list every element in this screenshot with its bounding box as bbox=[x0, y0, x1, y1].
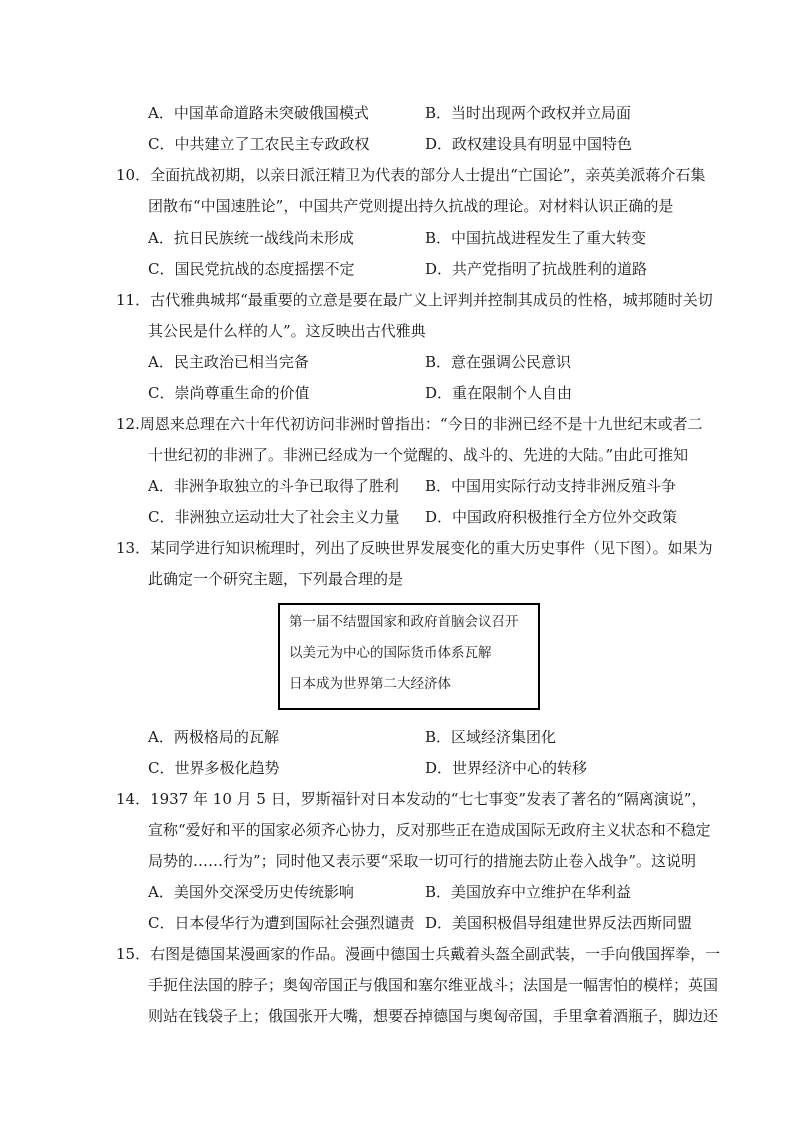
q11-option-a: A．民主政治已相当完备 bbox=[148, 353, 309, 371]
q14-stem-line-3: 局势的……行为”；同时他又表示要“采取一切可行的措施去防止卷入战争”。这说明 bbox=[148, 852, 697, 870]
q14-stem-line-2: 宣称“爱好和平的国家必须齐心协力，反对那些正在造成国际无政府主义状态和不稳定 bbox=[148, 821, 711, 839]
q12-option-a: A．非洲争取独立的斗争已取得了胜利 bbox=[148, 477, 399, 495]
q15-stem-line-3: 则站在钱袋子上；俄国张开大嘴，想要吞掉德国与奥匈帝国，手里拿着酒瓶子，脚边还 bbox=[148, 1007, 719, 1025]
q10-option-a: A．抗日民族统一战线尚未形成 bbox=[148, 229, 354, 247]
q10-option-c: C．国民党抗战的态度摇摆不定 bbox=[148, 260, 355, 278]
q14-option-b: B．美国放弃中立维护在华利益 bbox=[425, 883, 632, 901]
q14-option-d: D．美国积极倡导组建世界反法西斯同盟 bbox=[425, 914, 693, 932]
q14-option-a: A．美国外交深受历史传统影响 bbox=[148, 883, 354, 901]
q14-stem-line-1: 14．1937 年 10 月 5 日，罗斯福针对日本发动的“七七事变”发表了著名的“隔离演说”， bbox=[116, 790, 707, 808]
q10-option-d: D．共产党指明了抗战胜利的道路 bbox=[425, 260, 648, 278]
q13-option-d: D．世界经济中心的转移 bbox=[425, 759, 588, 777]
event-item: 第一届不结盟国家和政府首脑会议召开 bbox=[289, 614, 519, 630]
q12-option-d: D．中国政府积极推行全方位外交政策 bbox=[425, 508, 678, 526]
q10-stem-line-1: 10．全面抗战初期，以亲日派汪精卫为代表的部分人士提出“亡国论”，亲英美派蒋介石集 bbox=[116, 166, 706, 184]
q11-stem-line-2: 其公民是什么样的人”。这反映出古代雅典 bbox=[148, 322, 426, 340]
q12-option-b: B．中国用实际行动支持非洲反殖斗争 bbox=[425, 477, 677, 495]
q12-stem-line-1: 12.周恩来总理在六十年代初访问非洲时曾指出：“今日的非洲已经不是十九世纪末或者二 bbox=[116, 415, 703, 433]
event-item: 日本成为世界第二大经济体 bbox=[289, 676, 451, 692]
q9-option-b: B．当时出现两个政权并立局面 bbox=[425, 104, 632, 122]
q12-option-c: C．非洲独立运动壮大了社会主义力量 bbox=[148, 508, 400, 526]
q10-option-b: B．中国抗战进程发生了重大转变 bbox=[425, 229, 647, 247]
event-item: 以美元为中心的国际货币体系瓦解 bbox=[289, 645, 492, 661]
q11-stem-line-1: 11．古代雅典城邦“最重要的立意是要在最广义上评判并控制其成员的性格，城邦随时关切 bbox=[116, 291, 713, 309]
q13-option-a: A．两极格局的瓦解 bbox=[148, 728, 279, 746]
q9-option-a: A．中国革命道路未突破俄国模式 bbox=[148, 104, 369, 122]
q13-stem-line-2: 此确定一个研究主题，下列最合理的是 bbox=[148, 570, 404, 588]
q11-option-b: B．意在强调公民意识 bbox=[425, 353, 572, 371]
q9-option-c: C．中共建立了工农民主专政政权 bbox=[148, 135, 370, 153]
q15-stem-line-1: 15．右图是德国某漫画家的作品。漫画中德国士兵戴着头盔全副武装，一手向俄国挥拳，一 bbox=[116, 945, 721, 963]
events-box bbox=[278, 603, 540, 710]
q9-option-d: D．政权建设具有明显中国特色 bbox=[425, 135, 633, 153]
q10-stem-line-2: 团散布“中国速胜论”，中国共产党则提出持久抗战的理论。对材料认识正确的是 bbox=[148, 197, 674, 215]
q15-stem-line-2: 手扼住法国的脖子；奥匈帝国正与俄国和塞尔维亚战斗；法国是一幅害怕的模样；英国 bbox=[148, 976, 719, 994]
q14-option-c: C．日本侵华行为遭到国际社会强烈谴责 bbox=[148, 914, 415, 932]
q13-stem-line-1: 13．某同学进行知识梳理时，列出了反映世界发展变化的重大历史事件（见下图）。如果为 bbox=[116, 539, 713, 557]
q13-option-c: C．世界多极化趋势 bbox=[148, 759, 280, 777]
q11-option-c: C．崇尚尊重生命的价值 bbox=[148, 384, 310, 402]
q12-stem-line-2: 十世纪初的非洲了。非洲已经成为一个觉醒的、战斗的、先进的大陆。”由此可推知 bbox=[148, 446, 689, 464]
q13-option-b: B．区域经济集团化 bbox=[425, 728, 557, 746]
q11-option-d: D．重在限制个人自由 bbox=[425, 384, 573, 402]
